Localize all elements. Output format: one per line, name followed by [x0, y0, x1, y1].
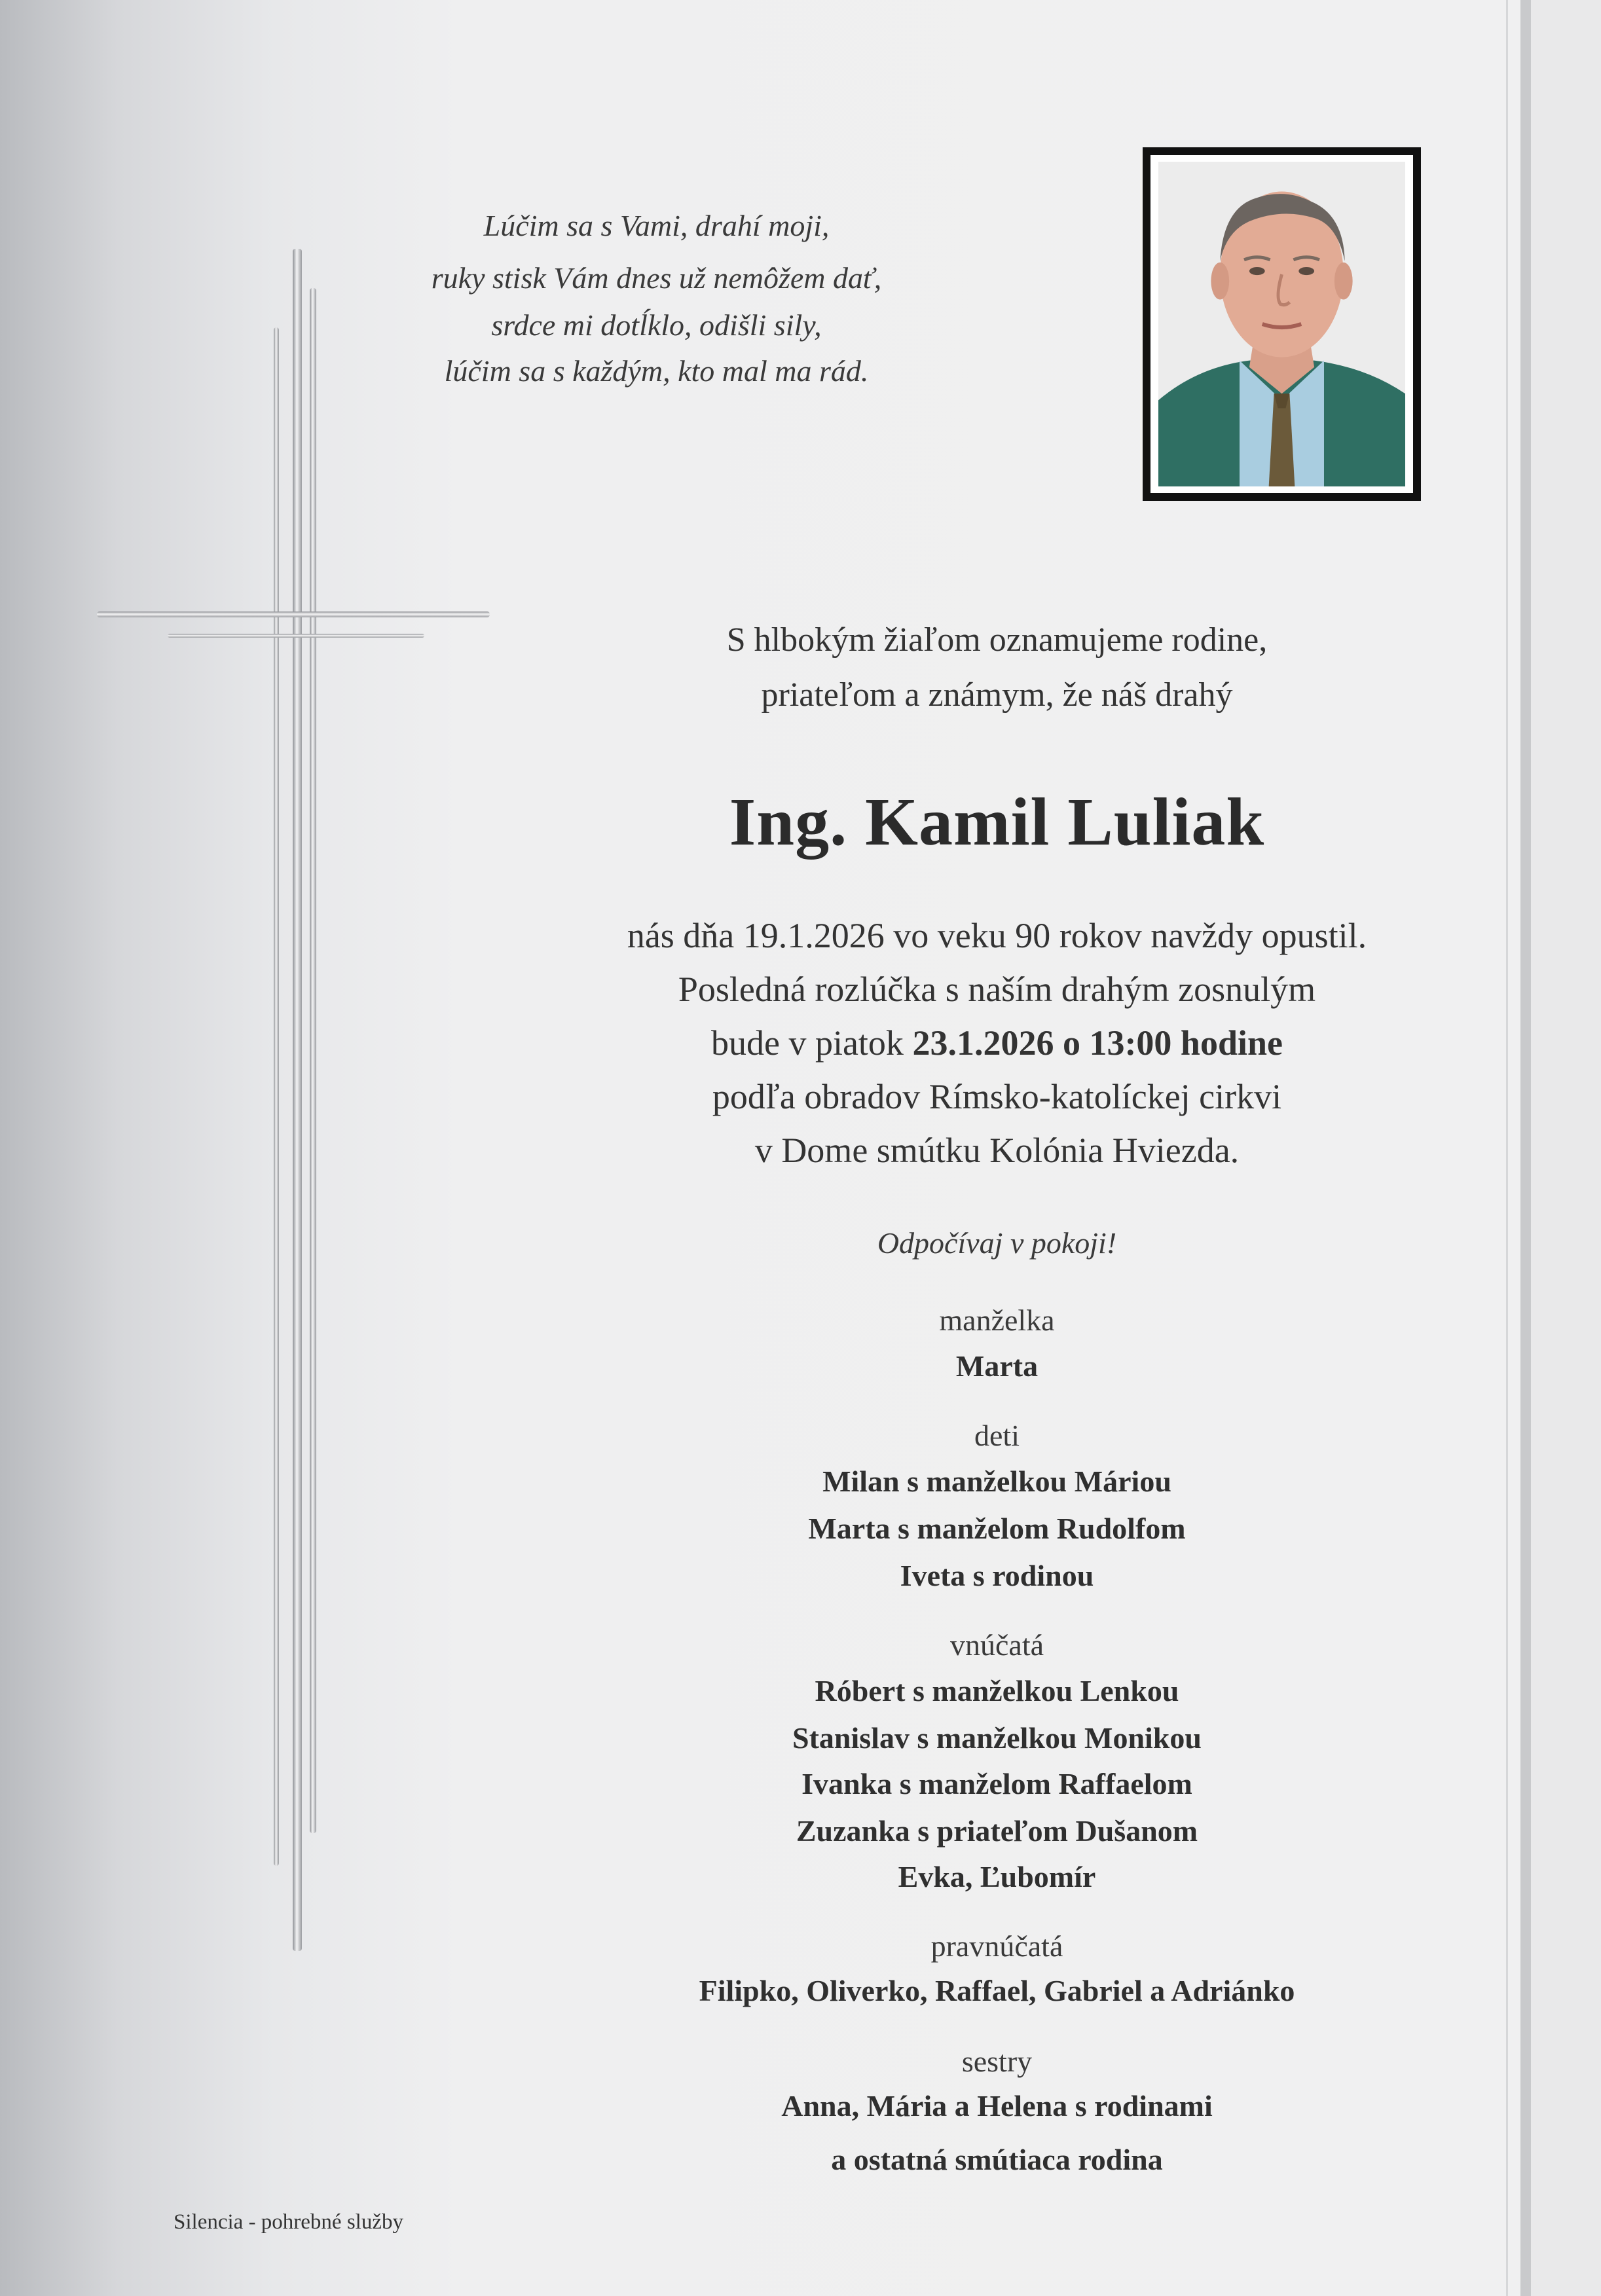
sisters-label: sestry — [961, 2045, 1033, 2078]
announcement-day: bude v piatok — [710, 1023, 913, 1063]
poem-line-1: Lúčim sa s Vami, drahí moji, — [483, 209, 830, 242]
grandchild-3: Ivanka s manželom Raffaelom — [801, 1767, 1192, 1800]
great-grandchildren-names: Filipko, Oliverko, Raffael, Gabriel a Adriánko — [699, 1974, 1295, 2007]
wife-label: manželka — [939, 1303, 1055, 1337]
announcement-line-4: podľa obradov Rímsko-katolíckej cirkvi — [712, 1077, 1282, 1116]
grandchild-1: Róbert s manželkou Lenkou — [815, 1674, 1179, 1707]
grandchild-2: Stanislav s manželkou Monikou — [792, 1721, 1202, 1755]
children-label: deti — [974, 1419, 1020, 1452]
ceremony-datetime: 23.1.2026 o 13:00 hodine — [912, 1023, 1283, 1063]
grandchild-5: Evka, Ľubomír — [898, 1860, 1096, 1893]
announcement-line-3 — [196, 1023, 1601, 1063]
child-2: Marta s manželom Rudolfom — [808, 1512, 1186, 1545]
child-1: Milan s manželkou Máriou — [822, 1465, 1171, 1498]
intro-line-1: S hlbokým žiaľom oznamujeme rodine, — [726, 621, 1268, 659]
poem-line-2: ruky stisk Vám dnes už nemôžem dať, — [431, 261, 882, 295]
announcement-line-2: Posledná rozlúčka s naším drahým zosnulým — [678, 970, 1316, 1009]
sisters-names: Anna, Mária a Helena s rodinami — [781, 2089, 1213, 2123]
great-grandchildren-label: pravnúčatá — [930, 1929, 1063, 1963]
grandchild-4: Zuzanka s priateľom Dušanom — [796, 1814, 1198, 1848]
wife-name: Marta — [955, 1349, 1039, 1383]
announcement-line-1: nás dňa 19.1.2026 vo veku 90 rokov navždy opustil. — [627, 916, 1367, 955]
deceased-name: Ing. Kamil Luliak — [729, 784, 1265, 860]
intro-line-2: priateľom a známym, že náš drahý — [761, 676, 1233, 714]
announcement-line-5: v Dome smútku Kolónia Hviezda. — [754, 1131, 1240, 1170]
closing-line: a ostatná smútiaca rodina — [831, 2143, 1163, 2176]
poem-line-4: lúčim sa s každým, kto mal ma rád. — [444, 354, 869, 388]
farewell-text: Odpočívaj v pokoji! — [877, 1226, 1117, 1260]
funeral-service-credit: Silencia - pohrebné služby — [174, 2210, 403, 2234]
child-3: Iveta s rodinou — [900, 1559, 1094, 1592]
poem-line-3: srdce mi dotĺklo, odišli sily, — [491, 308, 822, 342]
grandchildren-label: vnúčatá — [949, 1628, 1044, 1662]
